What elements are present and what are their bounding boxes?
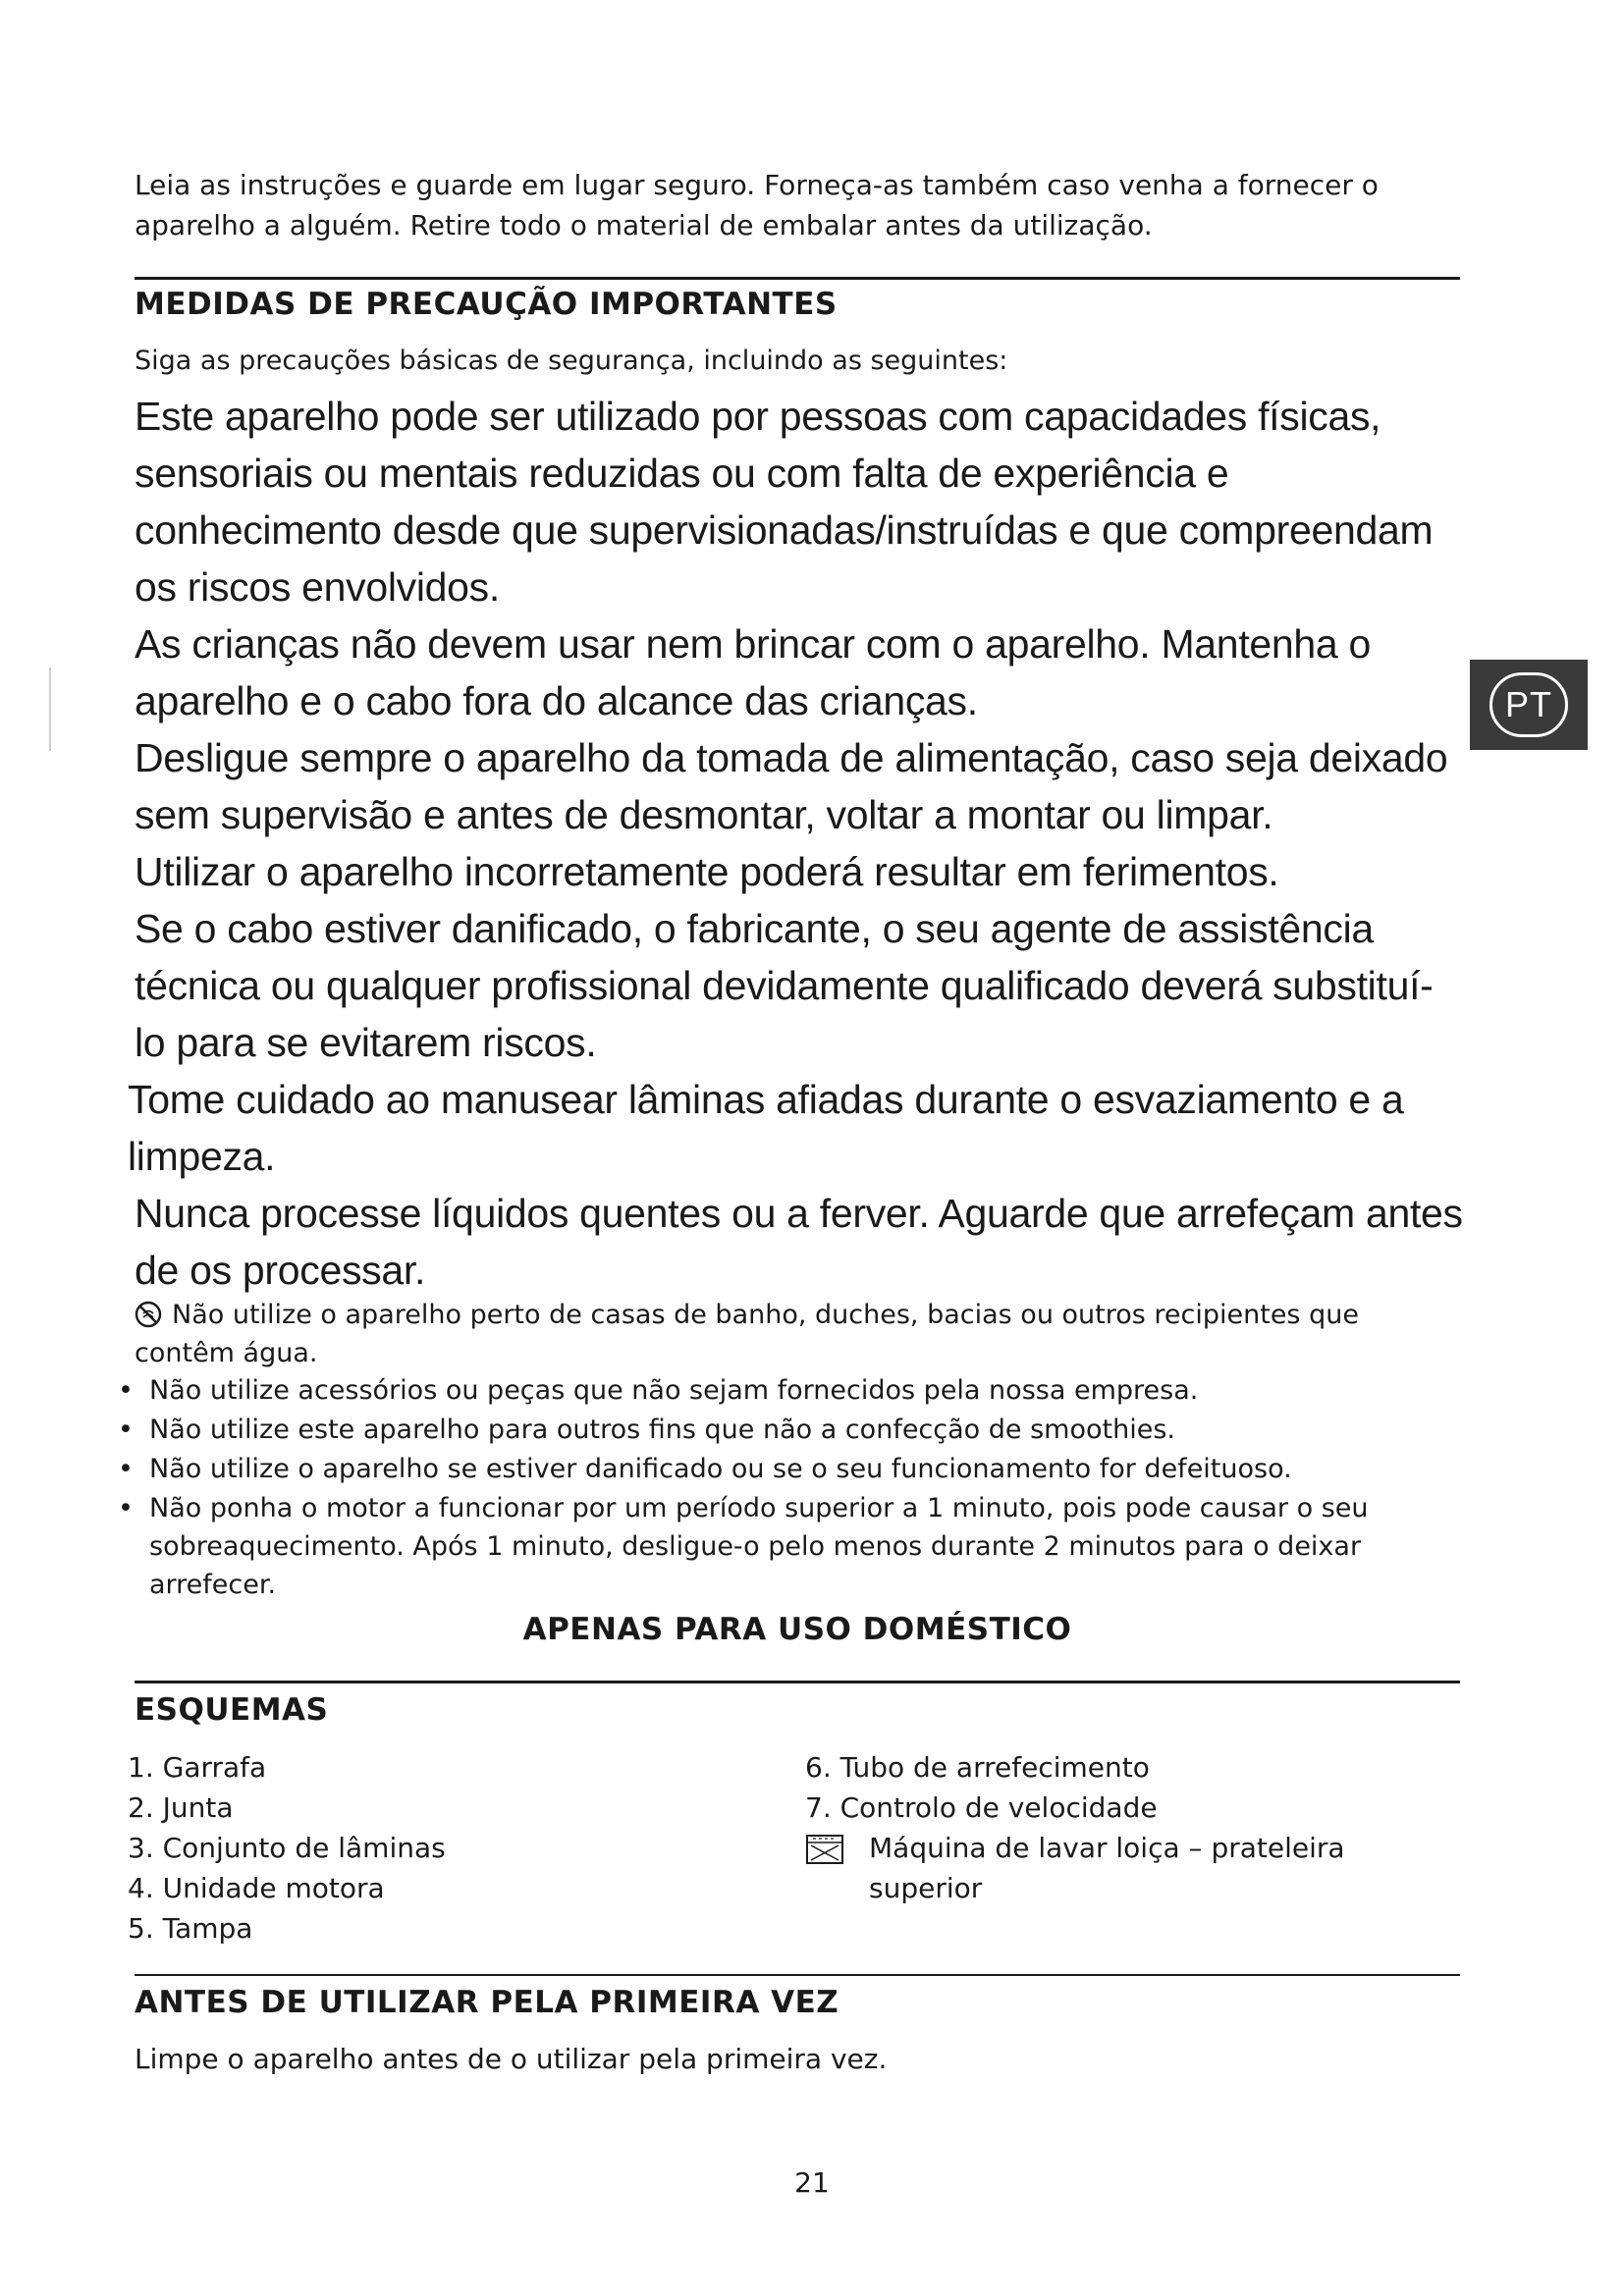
first-use-heading: ANTES DE UTILIZAR PELA PRIMEIRA VEZ [135,1985,839,2020]
bullet-item: • Não ponha o motor a funcionar por um período superior a 1 minuto, pois pode causar o seu sobreaquecimento. Após 1 minuto, desligue-o pelo menos durante 2 minutos para o deixar arrefecer. [149,1489,1396,1604]
precaution-paragraph: Se o cabo estiver danificado, o fabricante, o seu agente de assistência técnica ou qualquer profissional devidamente qualificado deverá substituí-lo para se evitarem riscos. [135,906,1434,1065]
precaution-paragraph: Desligue sempre o aparelho da tomada de alimentação, caso seja deixado sem supervisão e antes de desmontar, voltar a montar ou limpar. [135,735,1448,837]
divider [135,1681,1460,1683]
schemes-list-left [128,1747,446,1949]
list-item: 3. Conjunto de lâminas [128,1832,446,1864]
precaution-paragraph: Nunca processe líquidos quentes ou a ferver. Aguarde que arrefeçam antes de os processar. [135,1191,1463,1293]
language-badge-label: PT [1489,672,1568,737]
bullet-dot: • [118,1415,134,1445]
precaution-paragraph: Este aparelho pode ser utilizado por pessoas com capacidades físicas, sensoriais ou mentais reduzidas ou com falta de experiência e conhecimento desde que supervisionadas/instruídas e que compreendam os riscos envolvidos. [135,394,1434,610]
divider [135,1974,1460,1976]
first-use-text: Limpe o aparelho antes de o utilizar pela primeira vez. [135,2043,888,2075]
list-item: 4. Unidade motora [128,1872,385,1904]
precaution-paragraph: As crianças não devem usar nem brincar com o aparelho. Mantenha o aparelho e o cabo fora do alcance das crianças. [135,621,1372,723]
page-number: 21 [794,2166,830,2199]
precaution-paragraph: Tome cuidado ao manusear lâminas afiadas durante o esvaziamento e a limpeza. [128,1077,1404,1179]
dishwasher-icon [805,1834,844,1865]
schemes-list-right [805,1747,1414,1908]
bullet-dot: • [118,1493,134,1523]
list-item: 5. Tampa [128,1912,253,1945]
dishwasher-item: Máquina de lavar loiça – prateleira superior [805,1828,1414,1908]
precautions-subtext: Siga as precauções básicas de segurança, incluindo as seguintes: [135,346,1008,376]
bullet-item: • Não utilize acessórios ou peças que não sejam fornecidos pela nossa empresa. [149,1371,1435,1410]
bullet-dot: • [118,1375,134,1406]
bullet-dot: • [118,1454,134,1484]
precautions-heading: MEDIDAS DE PRECAUÇÃO IMPORTANTES [135,287,838,322]
intro-text: Leia as instruções e guarde em lugar seguro. Forneça-as também caso venha a fornecer o aparelho a alguém. Retire todo o material de embalar antes da utilização. [135,169,1379,241]
no-water-icon [135,1301,162,1328]
language-badge [1470,660,1588,750]
water-warning: Não utilize o aparelho perto de casas de banho, duches, bacias ou outros recipientes que contêm água. [135,1300,1359,1368]
bullet-item: • Não utilize o aparelho se estiver danificado ou se o seu funcionamento for defeituoso. [149,1450,1435,1488]
list-item: 1. Garrafa [128,1751,267,1784]
list-item: 7. Controlo de velocidade [805,1791,1158,1824]
divider [135,277,1460,280]
list-item: 2. Junta [128,1791,234,1824]
margin-line [49,667,51,751]
schemes-heading: ESQUEMAS [135,1692,329,1728]
bullet-item: • Não utilize este aparelho para outros fins que não a confecção de smoothies. [149,1411,1435,1449]
list-item: 6. Tubo de arrefecimento [805,1751,1150,1784]
domestic-use-heading: APENAS PARA USO DOMÉSTICO [522,1612,1072,1647]
precaution-paragraph: Utilizar o aparelho incorretamente poderá resultar em ferimentos. [135,849,1279,894]
